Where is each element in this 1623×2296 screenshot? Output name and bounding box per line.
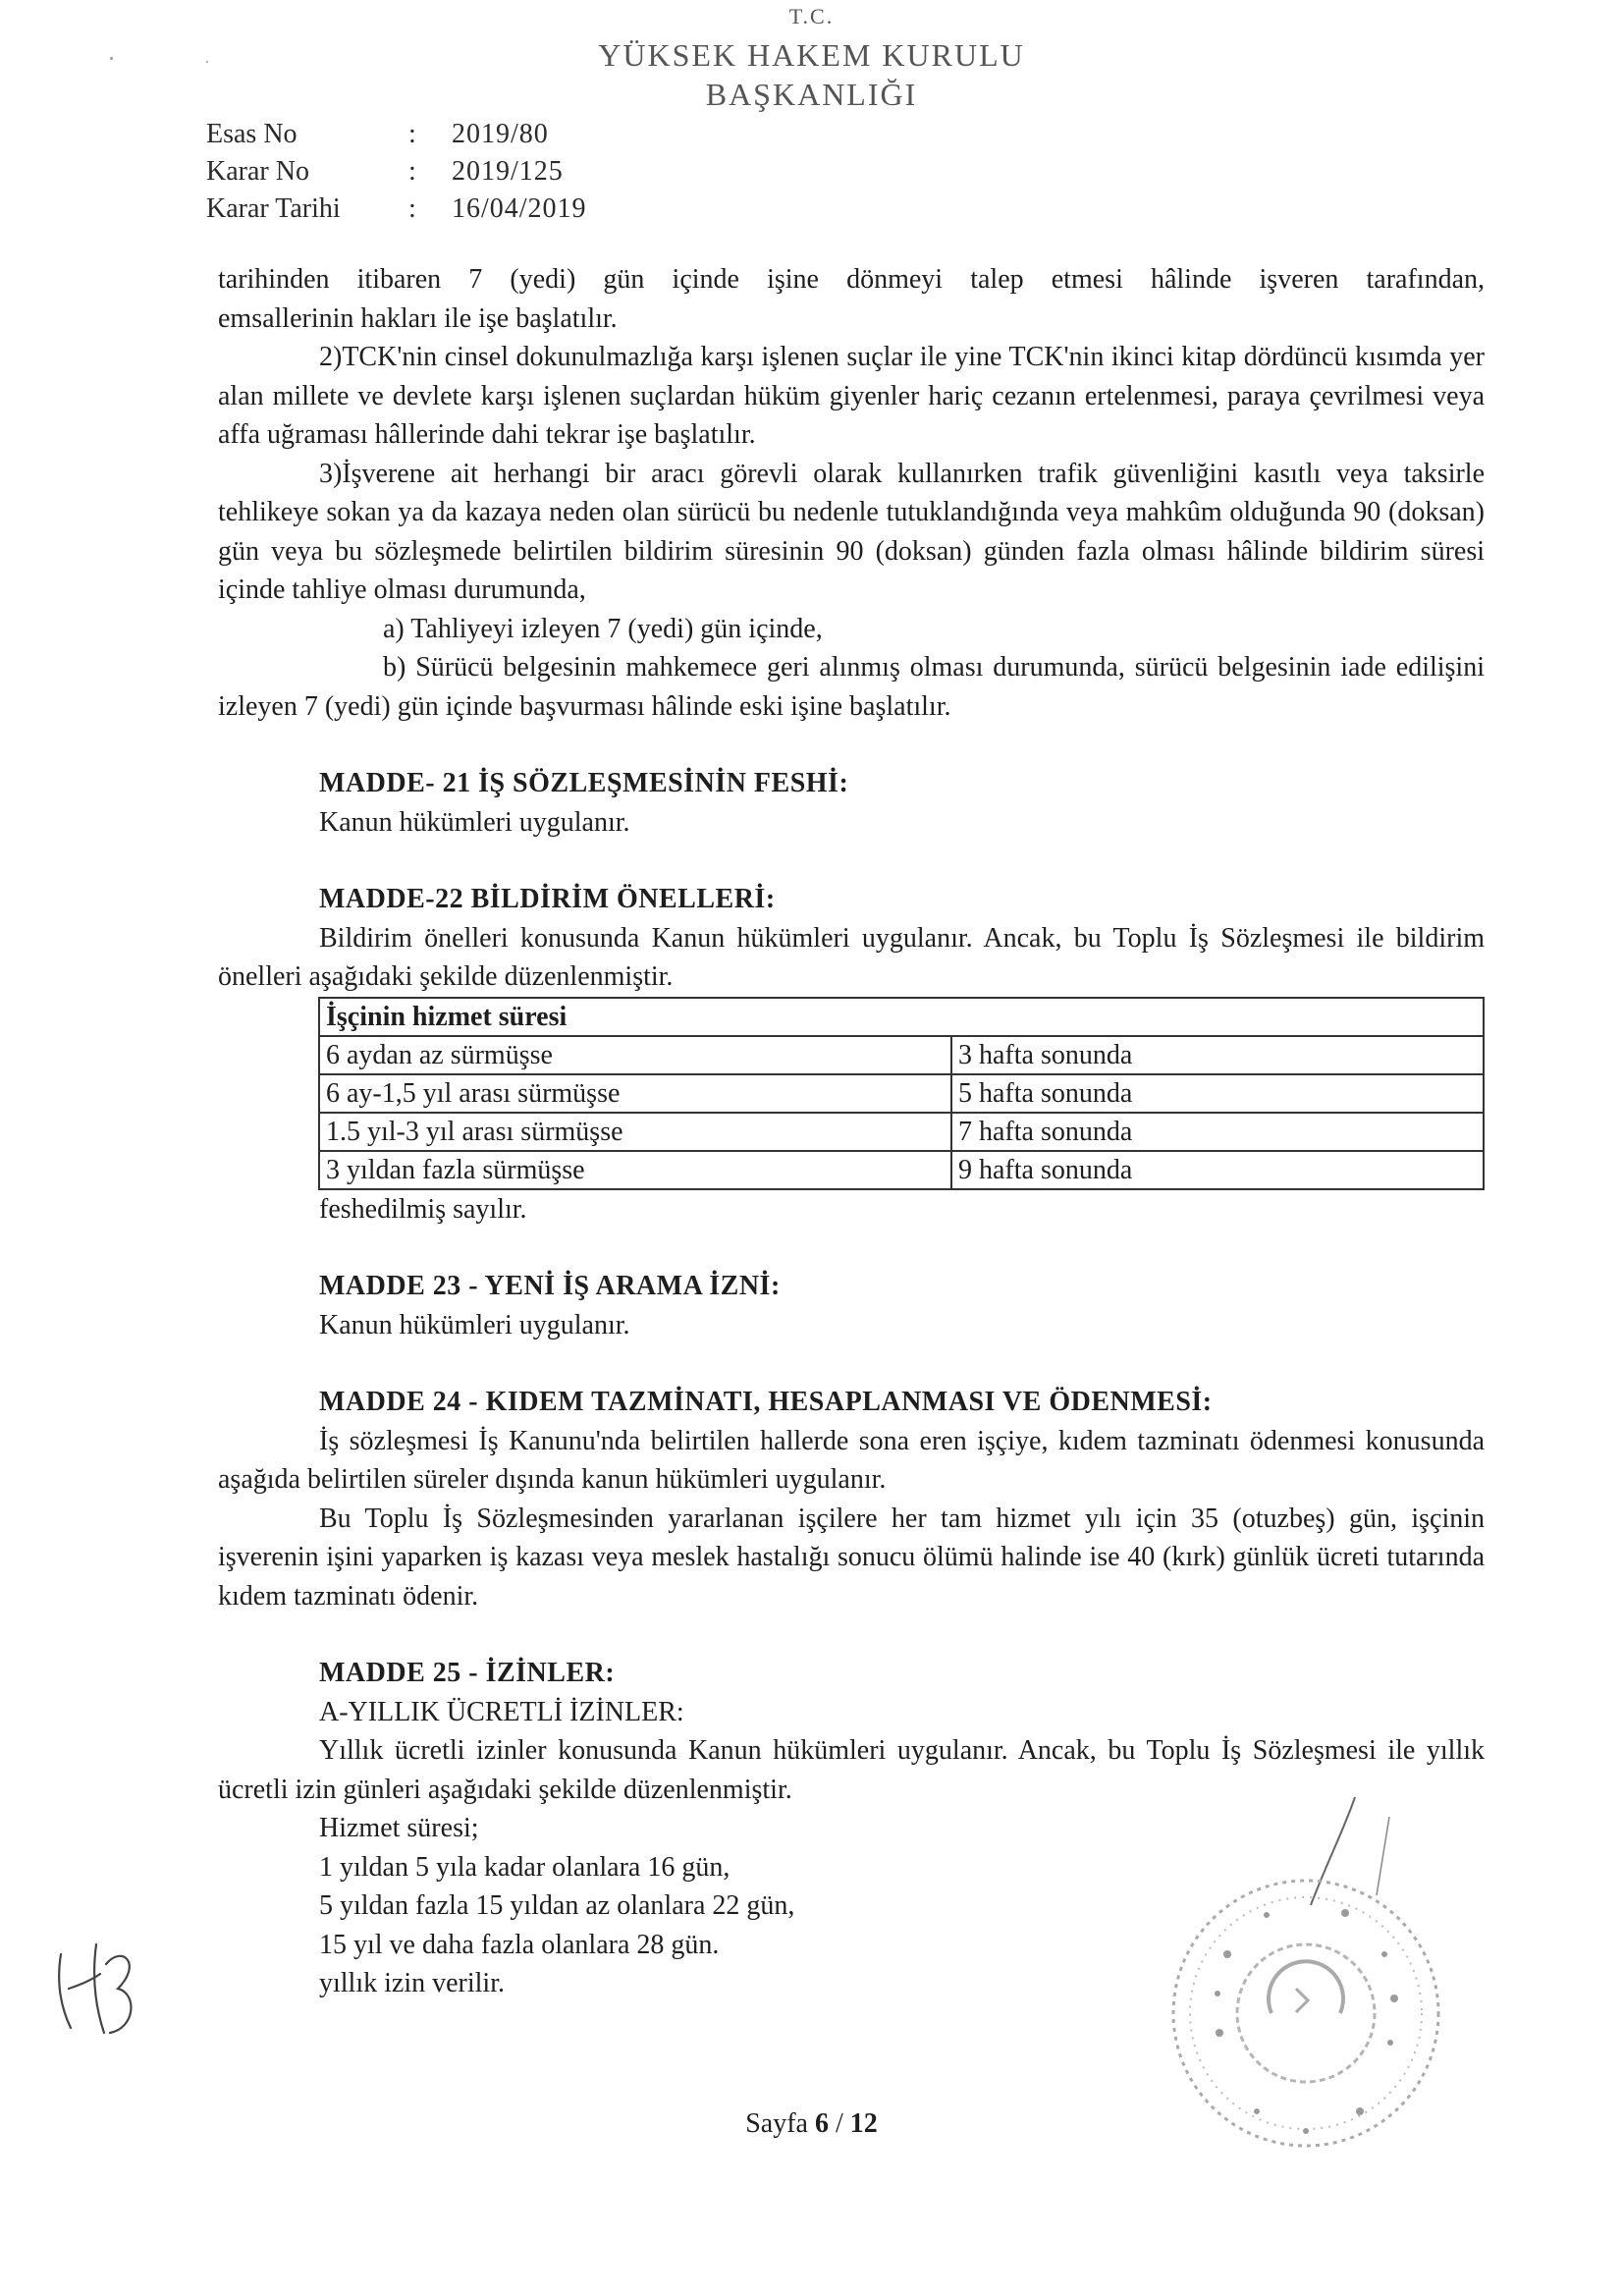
table-row xyxy=(319,1036,1484,1074)
meta-colon: : xyxy=(408,193,416,224)
article-24-p1: İş sözleşmesi İş Kanunu'nda belirtilen hallerde sona eren işçiye, kıdem tazminatı ödenmesi konusunda aşağıda belirtilen süreler dışında kanun hükümleri uygulanır. xyxy=(218,1425,1485,1495)
meta-value: 2019/125 xyxy=(452,156,564,187)
leave-line: 5 yıldan fazla 15 yıldan az olanlara 22 gün, xyxy=(319,1890,795,1921)
scan-speck xyxy=(110,57,113,60)
table-cell-notice: 5 hafta sonunda xyxy=(951,1074,1484,1113)
meta-label: Esas No xyxy=(206,119,298,149)
article-24-title: MADDE 24 - KIDEM TAZMİNATI, HESAPLANMASI VE ÖDENMESİ: xyxy=(319,1387,1213,1417)
meta-colon: : xyxy=(408,156,416,187)
article-23-title: MADDE 23 - YENİ İŞ ARAMA İZNİ: xyxy=(319,1271,781,1301)
footer-page-number: 6 xyxy=(814,2108,829,2139)
meta-karar-tarihi xyxy=(206,191,587,228)
paragraph-tck: 2)TCK'nin cinsel dokunulmazlığa karşı işlenen suçlar ile yine TCK'nin ikinci kitap dördüncü kısımda yer alan millete ve devlete karşı işlenen suçlardan hüküm giyenler hariç cezanın ertelenmesi, paraya çevrilmesi veya affa uğraması hâllerinde dahi tekrar işe başlatılır. xyxy=(218,342,1485,450)
article-25-subtitle: A-YILLIK ÜCRETLİ İZİNLER: xyxy=(319,1696,684,1727)
table-row xyxy=(319,1074,1484,1113)
table-cell-period: 6 aydan az sürmüşse xyxy=(319,1036,951,1074)
table-cell-notice: 3 hafta sonunda xyxy=(951,1036,1484,1074)
table-cell-notice: 9 hafta sonunda xyxy=(951,1151,1484,1189)
header-institution: YÜKSEK HAKEM KURULU xyxy=(598,37,1025,73)
meta-label: Karar No xyxy=(206,156,309,187)
leave-line: 1 yıldan 5 yıla kadar olanlara 16 gün, xyxy=(319,1851,730,1883)
paragraph-vehicle: 3)İşverene ait herhangi bir aracı görevli olarak kullanırken trafik güvenliğini kasıtlı veya taksirle tehlikeye sokan ya da kazaya neden olan sürücü bu nedenle tutuklandığında veya mahkûm olduğunda 90 (doksan) gün veya bu sözleşmede belirtilen bildirim süresinin 90 (doksan) günden fazla olması hâlinde bildirim süresi içinde tahliye olması durumunda, xyxy=(218,458,1485,605)
leave-line: yıllık izin verilir. xyxy=(319,1968,505,1998)
table-cell-period: 1.5 yıl-3 yıl arası sürmüşse xyxy=(319,1113,951,1151)
article-23-text: Kanun hükümleri uygulanır. xyxy=(319,1309,630,1340)
meta-label: Karar Tarihi xyxy=(206,193,341,224)
meta-value: 16/04/2019 xyxy=(452,193,587,224)
table-cell-period: 6 ay-1,5 yıl arası sürmüşse xyxy=(319,1074,951,1113)
item-b: b) Sürücü belgesinin mahkemece geri alınmış olması durumunda, sürücü belgesinin iade edilişini izleyen 7 (yedi) gün içinde başvurması hâlinde eski işine başlatılır. xyxy=(218,652,1485,722)
leave-line: 15 yıl ve daha fazla olanlara 28 gün. xyxy=(319,1929,720,1960)
intro-line-1: tarihinden itibaren 7 (yedi) gün içinde işine dönmeyi talep etmesi hâlinde işveren tarafından, xyxy=(218,264,1485,295)
notice-period-table xyxy=(318,997,1485,1190)
article-25-p1: Yıllık ücretli izinler konusunda Kanun hükümleri uygulanır. Ancak, bu Toplu İş Sözleşmesi ile yıllık ücretli izin günleri aşağıdaki şekilde düzenlenmiştir. xyxy=(218,1735,1485,1805)
article-22-after: feshedilmiş sayılır. xyxy=(319,1193,527,1225)
meta-esas-no xyxy=(206,116,587,153)
article-24-p2: Bu Toplu İş Sözleşmesinden yararlanan işçilere her tam hizmet yılı için 35 (otuzbeş) gün, işçinin işverenin işini yaparken iş kazası veya meslek hastalığı sonucu ölümü halinde ise 40 (kırk) günlük ücreti tutarında kıdem tazminatı ödenir. xyxy=(218,1503,1485,1612)
table-header: İşçinin hizmet süresi xyxy=(319,998,1484,1036)
item-a: a) Tahliyeyi izleyen 7 (yedi) gün içinde, xyxy=(383,613,823,644)
scan-speck xyxy=(206,61,208,63)
header-tc: T.C. xyxy=(788,4,835,28)
table-row xyxy=(319,1113,1484,1151)
footer-prefix: Sayfa xyxy=(745,2108,815,2139)
meta-colon: : xyxy=(408,119,416,149)
meta-value: 2019/80 xyxy=(452,119,549,149)
page-footer xyxy=(0,2108,1623,2140)
leave-line: Hizmet süresi; xyxy=(319,1813,479,1843)
article-21-text: Kanun hükümleri uygulanır. xyxy=(319,806,630,838)
article-25-title: MADDE 25 - İZİNLER: xyxy=(319,1658,616,1688)
footer-separator: / xyxy=(828,2108,850,2139)
meta-karar-no xyxy=(206,153,587,191)
document-body xyxy=(218,260,1485,2003)
table-row xyxy=(319,1151,1484,1189)
table-header-row xyxy=(319,998,1484,1036)
article-21-title: MADDE- 21 İŞ SÖZLEŞMESİNİN FESHİ: xyxy=(319,768,849,798)
article-22-text: Bildirim önelleri konusunda Kanun hükümleri uygulanır. Ancak, bu Toplu İş Sözleşmesi ile bildirim önelleri aşağıdaki şekilde düzenlenmiştir. xyxy=(218,922,1485,992)
table-cell-period: 3 yıldan fazla sürmüşse xyxy=(319,1151,951,1189)
case-meta xyxy=(206,116,587,228)
handwritten-initials xyxy=(49,1935,147,2043)
intro-line-2: emsallerinin hakları ile işe başlatılır. xyxy=(218,302,618,334)
footer-page-total: 12 xyxy=(849,2108,878,2139)
header-presidency: BAŞKANLIĞI xyxy=(705,77,918,112)
table-cell-notice: 7 hafta sonunda xyxy=(951,1113,1484,1151)
article-22-title: MADDE-22 BİLDİRİM ÖNELLERİ: xyxy=(319,884,776,914)
